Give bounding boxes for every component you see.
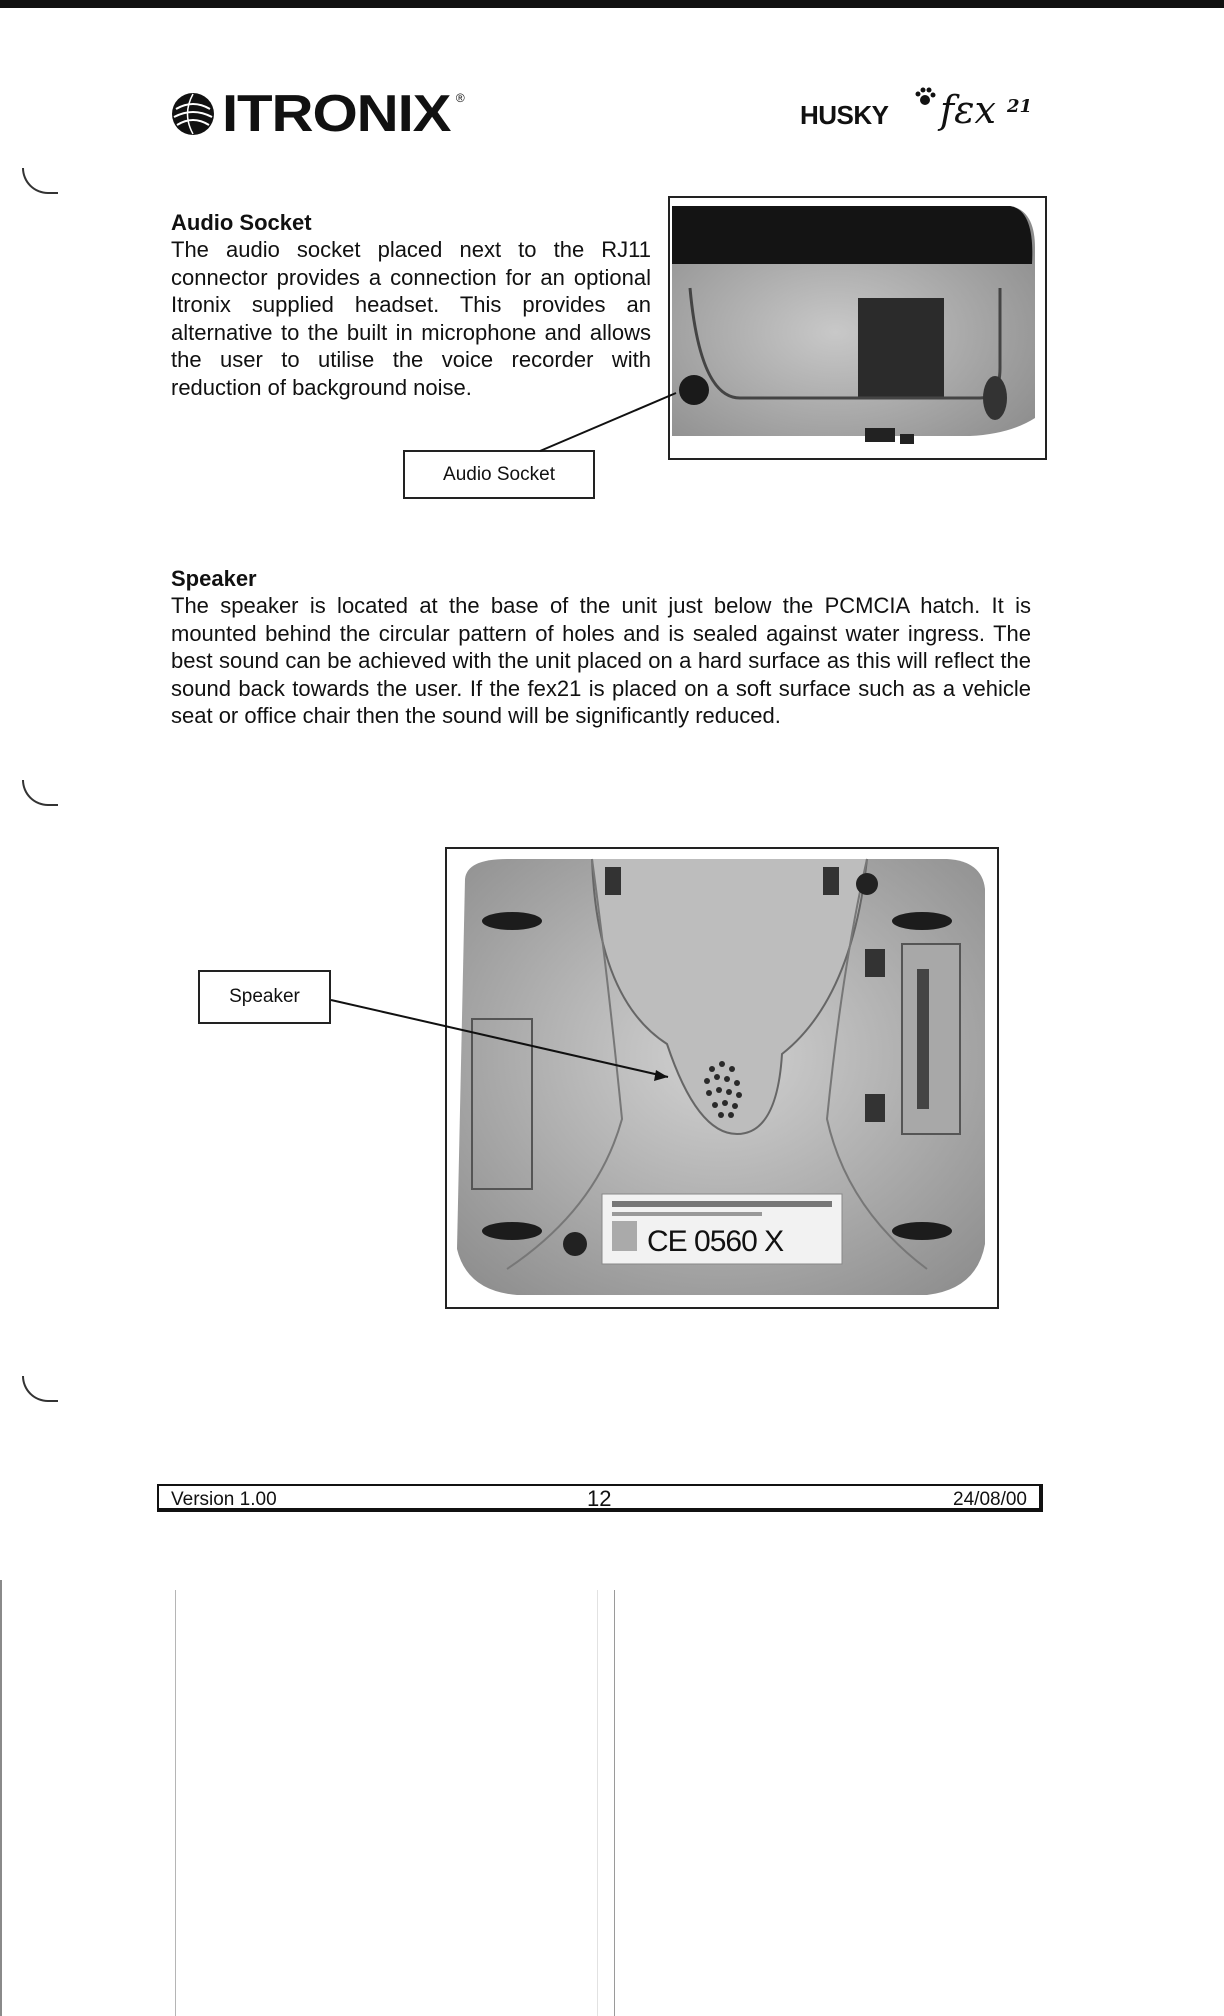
fex-model-number: 21 — [1007, 96, 1033, 117]
audio-socket-heading: Audio Socket — [171, 210, 312, 235]
left-edge-line — [0, 1580, 2, 2016]
audio-socket-leader-line — [540, 393, 676, 451]
audio-socket-callout: Audio Socket — [403, 450, 595, 499]
footer-date: 24/08/00 — [953, 1489, 1027, 1510]
ruled-line — [614, 1590, 615, 2016]
speaker-callout: Speaker — [198, 970, 331, 1024]
device-side-illustration — [670, 198, 1045, 458]
ruled-line — [597, 1590, 598, 2016]
registered-mark: ® — [455, 91, 465, 105]
globe-icon — [170, 91, 216, 137]
audio-socket-paragraph: The audio socket placed next to the RJ11 connector provides a connection for an optional Itronix supplied headset. This provides an alternative to the built in microphone and allows the user to utilise the voice recorder with reduction of background noise. — [171, 237, 651, 400]
speaker-photo — [445, 847, 999, 1309]
itronix-logo — [170, 84, 465, 144]
punch-hole-mark — [22, 1376, 58, 1402]
logo-wordmark: ITRONIX — [222, 85, 451, 143]
fex-wordmark: fεx — [940, 88, 996, 132]
speaker-paragraph: The speaker is located at the base of the unit just below the PCMCIA hatch. It is mounted behind the circular pattern of holes and is sealed against water ingress. The best sound can be achieved with the unit placed on a hard surface as this will reflect the sound back towards the user. If the fex21 is placed on a soft surface such as a vehicle seat or office chair then the sound will be significantly reduced. — [171, 593, 1031, 728]
page-footer — [157, 1484, 1043, 1512]
paw-print-icon — [914, 86, 936, 108]
footer-page-number: 12 — [587, 1486, 612, 1511]
top-edge-bar — [0, 0, 1224, 8]
speaker-heading: Speaker — [171, 566, 257, 591]
footer-version: Version 1.00 — [171, 1489, 277, 1510]
punch-hole-mark — [22, 168, 58, 194]
product-ce-label: CE 0560 X — [647, 1225, 784, 1258]
husky-wordmark: HUSKY — [800, 100, 889, 130]
audio-socket-photo — [668, 196, 1047, 460]
ruled-line — [175, 1590, 176, 2016]
husky-fex21-logo — [800, 84, 1040, 134]
punch-hole-mark — [22, 780, 58, 806]
